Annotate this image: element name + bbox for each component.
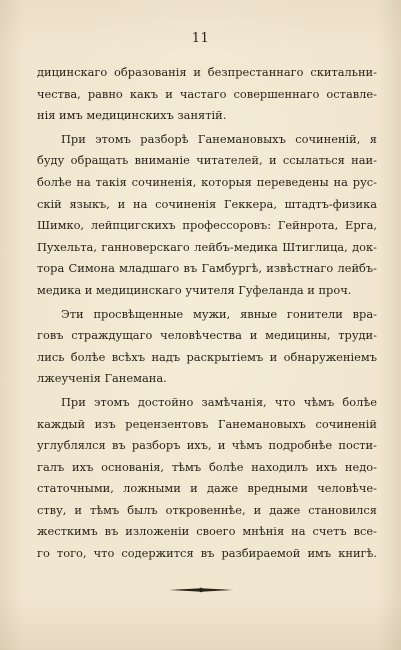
text-line: При этомъ достойно замѣчанія, что чѣмъ болѣе [61, 394, 377, 409]
text-line: буду обращать вниманіе читателей, и ссылаться наи- [37, 153, 377, 168]
page-number: 11 [191, 31, 210, 46]
text-line: углублялся въ разборъ ихъ, и чѣмъ подробнѣе пости- [37, 438, 377, 453]
text-line: го того, что содержится въ разбираемой имъ книгѣ. [37, 546, 377, 561]
text-line: чества, равно какъ и частаго совершеннаго оставле- [37, 86, 377, 101]
text-line: ству, и тѣмъ былъ откровеннѣе, и даже становился [37, 502, 377, 517]
text-line: Шимко, лейпцигскихъ профессоровъ: Гейнрота, Ерга, [37, 218, 377, 233]
text-line: При этомъ разборѣ Ганемановыхъ сочиненій, я [61, 131, 377, 146]
text-line: дицинскаго образованія и безпрестаннаго скитальни- [37, 65, 377, 79]
paragraph [37, 129, 377, 302]
paragraph [37, 62, 377, 127]
text-line: жесткимъ въ изложеніи своего мнѣнія на счетъ все- [37, 524, 377, 539]
text-line: галъ ихъ основанія, тѣмъ болѣе находилъ ихъ недо- [37, 459, 377, 474]
text-line: Эти просвѣщенные мужи, явные гонители вра- [61, 306, 377, 321]
paragraph [37, 392, 377, 565]
text-line: статочными, ложными и даже вредными человѣче- [37, 481, 377, 496]
paragraph [37, 304, 377, 390]
text-line: нія имъ медицинскихъ занятій. [37, 108, 227, 123]
text-line: лись болѣе всѣхъ надъ раскрытіемъ и обнаруженіемъ [37, 349, 377, 364]
text-line: каждый изъ рецензентовъ Ганемановыхъ сочиненій [37, 416, 377, 431]
ornamental-rule-icon [168, 586, 234, 594]
body-text [37, 62, 377, 565]
text-line: болѣе на такія сочиненія, которыя переведены на рус- [37, 174, 377, 189]
text-line: говъ страждущаго человѣчества и медицины, труди- [37, 328, 377, 343]
text-line: Пухельта, ганноверскаго лейбъ-медика Штиглица, док- [37, 239, 377, 254]
text-line: лжеученія Ганемана. [37, 371, 167, 386]
text-line: медика и медицинскаго учителя Гуфеланда и проч. [37, 282, 352, 297]
text-line: тора Симона младшаго въ Гамбургѣ, извѣстнаго лейбъ- [37, 261, 377, 276]
text-line: скій языкъ, и на сочиненія Геккера, штадтъ-физика [37, 196, 377, 211]
